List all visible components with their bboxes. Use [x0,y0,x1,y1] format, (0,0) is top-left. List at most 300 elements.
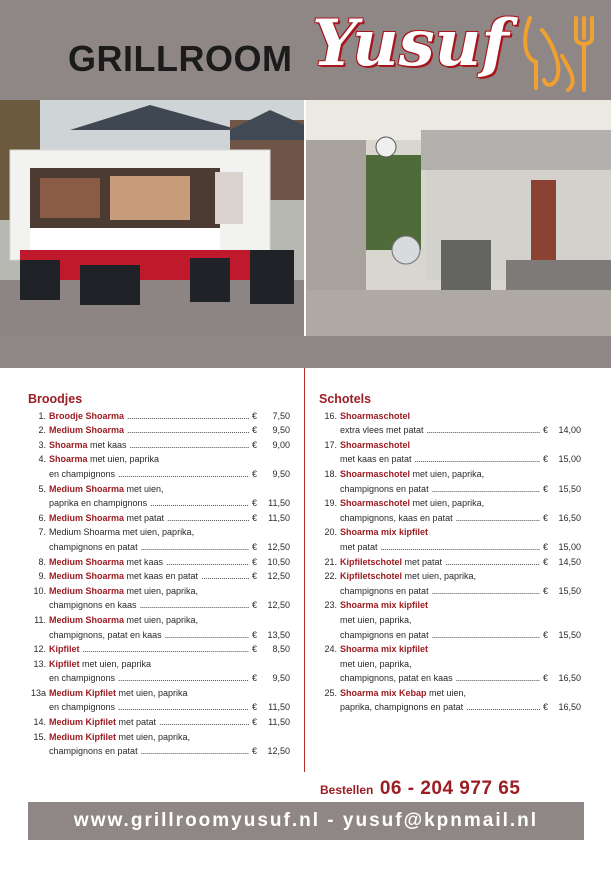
menu-item-description [340,540,378,555]
photo-strip [0,100,611,336]
currency-symbol: € [252,425,258,436]
menu-item-description [49,730,290,745]
menu-item-line [319,482,581,497]
menu-item-line [319,642,581,657]
menu-item-description [340,584,429,599]
menu-item-name: Medium Kipfilet [49,687,116,698]
menu-item-name: Medium Kipfilet [49,717,116,728]
menu-item-price [252,555,290,570]
menu-item-number: 14. [33,717,46,728]
menu-item [28,642,290,657]
menu-item-line [319,700,581,715]
brand-title: GRILLROOM [68,38,293,79]
menu-item-number: 3. [38,439,46,450]
menu-item-number: 15. [33,731,46,742]
price-value: 9,00 [272,439,290,450]
menu-item-name: Shoarmaschotel [340,498,411,509]
menu-item-name: Shoarmaschotel [340,410,411,421]
price-value: 14,50 [558,556,581,567]
menu-item-description [49,642,80,657]
menu-item-line [28,511,290,526]
menu-item-line [28,628,290,643]
menu-item-number: 23. [324,600,337,611]
menu-item-name: Medium Shoarma [49,556,125,567]
menu-item-name: Medium Shoarma [49,585,125,596]
menu-item-name: Shoarma [49,454,88,465]
food-truck-photo [0,100,304,336]
menu-item-name: Shoarma mix kipfilet [340,600,429,611]
menu-item-name: Kipfilet [49,658,80,669]
menu-item-price [252,744,290,759]
price-value: 14,00 [558,425,581,436]
menu-item-price [252,642,290,657]
menu-item-text: met uien, paprika, [410,498,485,509]
schotels-column [319,392,581,715]
menu-item [28,730,290,759]
currency-symbol: € [252,702,258,713]
menu-item-number: 16. [324,410,337,421]
menu-item-line [28,744,290,759]
menu-item-description [340,452,412,467]
menu-item-line [28,598,290,613]
menu-item-number: 25. [324,687,337,698]
dot-leader [427,423,540,438]
menu-item [28,525,290,554]
currency-symbol: € [252,410,258,421]
dot-leader [150,496,249,511]
menu-item-number: 12. [33,644,46,655]
menu-item-line [28,671,290,686]
broodjes-column [28,392,290,759]
menu-item-number: 13. [33,658,46,669]
menu-item [319,642,581,686]
menu-item-text: champignons en kaas [49,600,137,611]
menu-item [28,584,290,613]
menu-item-description [340,423,424,438]
menu-item-number: 19. [324,498,337,509]
menu-item [319,686,581,715]
price-value: 9,50 [272,673,290,684]
menu-item-description [340,613,581,628]
menu-item [319,525,581,554]
currency-symbol: € [543,556,549,567]
menu-item-text: met uien, paprika, [410,468,485,479]
menu-item-line [28,525,290,540]
menu-item [319,598,581,642]
menu-item-name: Shoarma mix kipfilet [340,527,429,538]
price-value: 11,50 [268,512,290,523]
menu-item-line [28,452,290,467]
menu-item-line [319,555,581,570]
order-phone-number[interactable]: 06 - 204 977 65 [379,778,521,799]
menu-item-line [319,584,581,599]
menu-item-description [49,686,290,701]
price-value: 16,50 [558,702,581,713]
dot-leader [141,744,249,759]
currency-symbol: € [252,512,258,523]
menu-item-price [252,628,290,643]
price-value: 16,50 [558,512,581,523]
dot-leader [127,423,249,438]
menu-item-number: 4. [38,454,46,465]
price-value: 11,50 [268,498,290,509]
menu-item [319,409,581,438]
menu-item-price [543,511,581,526]
menu-item-description [49,715,156,730]
menu-item-price [543,671,581,686]
menu-item-price [252,700,290,715]
menu-item-line [28,496,290,511]
dot-leader [456,671,540,686]
menu-item-price [252,715,290,730]
menu-item-text: met uien, paprika [87,454,160,465]
menu-item-description [340,686,581,701]
dot-leader [118,671,249,686]
menu-item-description [49,700,115,715]
menu-item [28,715,290,730]
menu-item-description [49,628,162,643]
header-band [0,0,611,100]
menu-item-line [28,438,290,453]
menu-item-line [28,569,290,584]
menu-item-description [49,657,290,672]
menu-item-line [28,540,290,555]
menu-item-price [543,482,581,497]
menu-item-price [252,569,290,584]
menu-item-line [28,686,290,701]
price-value: 12,50 [267,746,290,757]
menu-item-line [319,525,581,540]
menu-item-text: met patat [340,541,378,552]
menu-item-price [252,511,290,526]
menu-item-text: met uien, paprika [116,687,188,698]
menu-item-number: 11. [34,614,46,625]
dot-leader [415,452,540,467]
currency-symbol: € [252,556,258,567]
currency-symbol: € [543,483,549,494]
menu-item-text: en champignons [49,673,116,684]
price-value: 8,50 [272,644,290,655]
menu-item-text: met uien, paprika, [124,614,199,625]
menu-item-text: Medium Shoarma met uien, paprika, [49,527,195,538]
price-value: 15,50 [558,629,581,640]
menu-item-line [319,496,581,511]
price-value: 7,50 [272,410,290,421]
currency-symbol: € [543,425,549,436]
menu-item-name: Medium Shoarma [49,614,125,625]
menu-item-description [340,467,581,482]
order-label: Bestellen [320,783,374,797]
menu-item-description [340,671,453,686]
menu-item-text: met kaas [87,439,127,450]
menu-item-price [252,467,290,482]
menu-item-text: met uien, paprika, [116,731,191,742]
menu-item-price [543,628,581,643]
menu-item-text: en champignons [49,468,116,479]
menu-item-text: met patat [402,556,443,567]
menu-item-price [543,555,581,570]
menu-item-line [319,686,581,701]
menu-item-name: Shoarmaschotel [340,468,411,479]
menu-item [319,569,581,598]
menu-item-number: 18. [324,468,337,479]
menu-item-description [340,482,429,497]
menu-item-description [340,700,463,715]
dot-leader [166,555,249,570]
menu-item-description [49,613,290,628]
menu-item-number: 9. [38,571,46,582]
menu-item-text: champignons en patat [49,746,138,757]
currency-symbol: € [543,673,549,684]
currency-symbol: € [252,717,258,728]
menu-item-text: met patat [116,717,157,728]
price-value: 15,50 [558,483,581,494]
broodjes-list [28,409,290,759]
menu-item-number: 20. [324,527,337,538]
menu-item-description [340,438,581,453]
menu-item [28,438,290,453]
menu-item-line [28,715,290,730]
menu-item-name: Medium Shoarma [49,425,125,436]
menu-item-price [543,423,581,438]
menu-item-line [28,642,290,657]
dot-leader [159,715,249,730]
menu-item-description [340,409,581,424]
dot-leader [167,511,249,526]
currency-symbol: € [252,439,258,450]
menu-item-line [28,700,290,715]
menu-item [28,657,290,686]
menu-item-number: 2. [38,425,46,436]
dot-leader [201,569,249,584]
menu-item [28,452,290,481]
currency-symbol: € [252,600,258,611]
menu-item [28,423,290,438]
menu-item-description [340,657,581,672]
menu-item-line [319,628,581,643]
menu-item-line [28,555,290,570]
menu-item [319,467,581,496]
dot-leader [118,467,249,482]
currency-symbol: € [252,571,258,582]
menu-item-number: 10. [33,585,46,596]
price-value: 15,00 [558,454,581,465]
menu-item-description [340,628,429,643]
menu-item-text: champignons en patat [49,541,138,552]
dot-leader [432,628,540,643]
menu-item-line [28,467,290,482]
menu-item-price [252,438,290,453]
menu-item-text: met uien, [426,687,467,698]
menu-item [319,496,581,525]
menu-item-description [340,569,581,584]
menu-item-description [49,584,290,599]
menu-item-line [28,584,290,599]
menu-item-number: 7. [38,527,46,538]
menu-item-number: 13a [30,687,46,698]
menu-item-price [252,496,290,511]
menu-item-text: met uien, paprika, [340,658,412,669]
menu-item-description [49,467,115,482]
menu-item-line [319,657,581,672]
footer-contact-text[interactable]: www.grillroomyusuf.nl - yusuf@kpnmail.nl [73,810,539,831]
schotels-list [319,409,581,715]
menu-item-description [340,598,581,613]
dot-leader [118,700,249,715]
section-title-broodjes: Broodjes [28,392,83,406]
currency-symbol: € [252,629,258,640]
price-value: 11,50 [268,702,290,713]
menu-item-price [543,452,581,467]
menu-item-description [49,452,290,467]
dot-leader [432,584,540,599]
menu-item-number: 8. [38,556,46,567]
dot-leader [83,642,250,657]
price-value: 13,50 [267,629,290,640]
menu-item-text: met uien, [124,483,164,494]
menu-item-line [319,467,581,482]
price-value: 10,50 [267,556,290,567]
menu-item-description [49,482,290,497]
price-value: 15,50 [558,585,581,596]
menu-item-line [319,569,581,584]
menu-item [28,482,290,511]
menu-item-line [28,423,290,438]
column-divider [304,368,305,772]
price-value: 12,50 [267,541,290,552]
menu-item-text: champignons en patat [340,585,429,596]
menu-item-line [28,730,290,745]
menu-item-description [49,540,138,555]
menu-item-price [252,598,290,613]
menu-item-text: extra vlees met patat [340,425,424,436]
menu-item-name: Broodje Shoarma [49,410,125,421]
menu-item-description [49,496,147,511]
menu-item-description [49,671,115,686]
price-value: 15,00 [558,541,581,552]
menu-item-name: Shoarmaschotel [340,439,411,450]
menu-item-line [28,657,290,672]
menu-item-number: 1. [38,410,46,421]
menu-item-line [28,482,290,497]
menu-item-text: paprika en champignons [49,498,148,509]
menu-item [28,555,290,570]
menu-item-description [340,642,581,657]
menu-item-text: met kaas [124,556,164,567]
dot-leader [140,598,249,613]
menu-item-line [319,540,581,555]
price-value: 12,50 [267,600,290,611]
currency-symbol: € [252,746,258,757]
menu-item [28,686,290,715]
currency-symbol: € [543,702,549,713]
menu-item-line [319,438,581,453]
menu-item-text: champignons en patat [340,483,429,494]
order-block [320,778,520,800]
brand-script-name: Yusuf [312,6,509,81]
menu-item [28,569,290,584]
section-title-schotels: Schotels [319,392,372,406]
menu-item-name: Shoarma [49,439,88,450]
dot-leader [456,511,540,526]
menu-item-text: met uien, paprika, [124,585,199,596]
menu-item-price [252,423,290,438]
menu-item-line [319,409,581,424]
menu-item-price [252,540,290,555]
currency-symbol: € [543,454,549,465]
menu-item [28,511,290,526]
menu-item-price [252,409,290,424]
menu-item-name: Kipfiletschotel [340,556,403,567]
menu-item-description [49,511,164,526]
price-value: 9,50 [272,425,290,436]
currency-symbol: € [252,498,258,509]
menu-item-name: Medium Shoarma [49,483,125,494]
menu-item-text: met kaas en patat [124,571,199,582]
dot-leader [165,628,249,643]
currency-symbol: € [543,541,549,552]
dot-leader [381,540,540,555]
menu-item-description [49,598,137,613]
currency-symbol: € [543,512,549,523]
knife-fork-plate-icon [518,8,596,94]
dot-leader [466,700,540,715]
menu-item-name: Medium Kipfilet [49,731,116,742]
menu-item-name: Medium Shoarma [49,571,125,582]
menu-item-text: met uien, paprika, [340,614,412,625]
menu-item-description [340,511,453,526]
menu-item-price [543,700,581,715]
menu-item-text: champignons, patat en kaas [340,673,453,684]
dot-leader [445,555,540,570]
dot-leader [127,409,249,424]
menu-item [28,409,290,424]
dot-leader [432,482,540,497]
menu-item [319,555,581,570]
menu-item-price [252,671,290,686]
menu-item-number: 21. [324,556,337,567]
currency-symbol: € [252,541,258,552]
currency-symbol: € [543,585,549,596]
menu-item-line [319,423,581,438]
currency-symbol: € [252,644,258,655]
menu-item-description [49,555,163,570]
menu-item-number: 22. [324,571,337,582]
menu-item-line [319,452,581,467]
menu-item-text: met uien, paprika, [402,571,477,582]
menu-item-name: Medium Shoarma [49,512,125,523]
menu-item-text: paprika, champignons en patat [340,702,464,713]
menu-item-description [49,438,127,453]
menu-item-description [340,555,442,570]
menu-item-text: met patat [124,512,165,523]
menu-item-name: Shoarma mix kipfilet [340,644,429,655]
dot-leader [130,438,249,453]
menu-item-name: Kipfiletschotel [340,571,403,582]
price-value: 16,50 [558,673,581,684]
menu-item-description [49,569,198,584]
price-value: 9,50 [272,468,290,479]
menu-item-text: champignons, kaas en patat [340,512,453,523]
menu-item-description [49,423,124,438]
menu-item [28,613,290,642]
kitchen-interior-photo [306,100,611,336]
menu-item-line [28,613,290,628]
menu-item-name: Shoarma mix Kebap [340,687,427,698]
menu-item-line [319,671,581,686]
currency-symbol: € [543,629,549,640]
menu-item [319,438,581,467]
